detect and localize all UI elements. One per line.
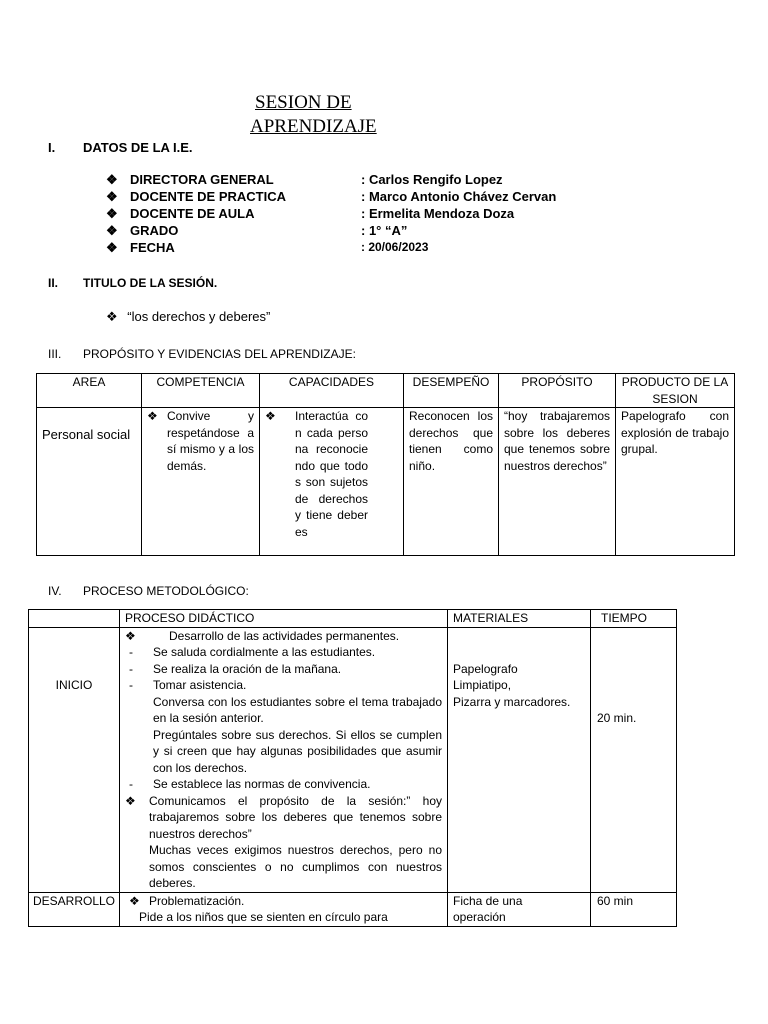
cell-desarrollo-tiempo: 60 min	[591, 892, 677, 926]
diamond-bullet-icon: ❖	[106, 172, 118, 187]
proceso-table	[28, 609, 677, 927]
diamond-bullet-icon: ❖	[147, 409, 158, 423]
th-capacidades: CAPACIDADES	[260, 374, 404, 408]
dash-bullet: -	[129, 661, 133, 676]
datos-row	[106, 188, 626, 205]
table-header-row	[29, 610, 677, 628]
cell-desempeno: Reconocen los derechos que tienen como niño.	[404, 408, 499, 556]
cell-inicio-tiempo: 20 min.	[591, 627, 677, 892]
datos-value: : 20/06/2023	[361, 240, 429, 254]
material-item: Pizarra y marcadores.	[453, 694, 571, 709]
th-etapa	[29, 610, 120, 628]
diamond-bullet-icon: ❖	[106, 189, 118, 204]
inicio-dash2: Se establece las normas de convivencia.	[153, 777, 371, 791]
diamond-bullet-icon: ❖	[265, 409, 276, 423]
th-proposito: PROPÓSITO	[499, 374, 616, 408]
cell-capacidades	[260, 408, 404, 556]
th-proceso: PROCESO DIDÁCTICO	[120, 610, 448, 628]
cell-competencia	[142, 408, 260, 556]
datos-value: : Marco Antonio Chávez Cervan	[361, 189, 557, 204]
material-item: Papelografo	[453, 661, 518, 676]
datos-label: DOCENTE DE AULA	[130, 206, 255, 221]
diamond-bullet-icon: ❖	[106, 240, 118, 255]
cell-proposito: “hoy trabajaremos sobre los deberes que tenemos sobre nuestros derechos”	[499, 408, 616, 556]
sec1-num: I.	[48, 140, 56, 155]
sec3-title: PROPÓSITO Y EVIDENCIAS DEL APRENDIZAJE:	[83, 347, 356, 361]
sec2-title: TITULO DE LA SESIÓN.	[83, 276, 218, 290]
sec2-item-text: “los derechos y deberes”	[127, 309, 271, 324]
inicio-p3: Muchas veces exigimos nuestros derechos, pero no somos conscientes o no cumplimos con nuestros deberes.	[149, 843, 442, 890]
th-competencia: COMPETENCIA	[142, 374, 260, 408]
cell-area: Personal social	[37, 408, 142, 556]
sec2-item	[106, 309, 270, 325]
inicio-dash-item: Se saluda cordialmente a las estudiantes.	[153, 645, 376, 659]
inicio-p2: Pregúntales sobre sus derechos. Si ellos se cumplen y si creen que hay algunas posibilidades que asumir con los derechos.	[153, 727, 442, 775]
sec4-title: PROCESO METODOLÓGICO:	[83, 584, 249, 598]
competencia-text: Convive y respetándose a sí mismo y a los demás.	[167, 409, 254, 473]
cell-inicio-label: INICIO	[29, 627, 120, 892]
desarrollo-head: Problematización.	[149, 893, 245, 908]
desarrollo-text: Pide a los niños que se sienten en círculo para	[139, 910, 388, 924]
title-line1: SESION DE	[255, 92, 352, 113]
inicio-dash-item: Se realiza la oración de la mañana.	[153, 661, 342, 676]
table-row-inicio	[29, 627, 677, 892]
datos-label: DIRECTORA GENERAL	[130, 172, 274, 187]
th-area: AREA	[37, 374, 142, 408]
cell-desarrollo-materiales: Ficha de una operación	[448, 892, 591, 926]
proposito-table	[36, 373, 735, 556]
title-line2: APRENDIZAJE	[250, 116, 377, 137]
datos-row	[106, 205, 626, 222]
diamond-bullet-icon: ❖	[106, 206, 118, 221]
datos-label: GRADO	[130, 223, 179, 238]
th-tiempo: TIEMPO	[591, 610, 677, 628]
datos-row	[106, 171, 626, 188]
sec4-num: IV.	[48, 584, 62, 598]
inicio-head: Desarrollo de las actividades permanentes.	[169, 628, 400, 643]
table-header-row	[37, 374, 735, 408]
datos-value: : 1° “A”	[361, 223, 408, 238]
sec3-num: III.	[48, 347, 62, 361]
material-item: Limpiatipo,	[453, 678, 512, 692]
diamond-bullet-icon: ❖	[106, 309, 118, 324]
inicio-prop: Comunicamos el propósito de la sesión:” hoy trabajaremos sobre los deberes que tenemos sobre nuestros derechos”	[149, 793, 442, 841]
datos-label: FECHA	[130, 240, 175, 255]
dash-bullet: -	[129, 645, 133, 659]
diamond-bullet-icon: ❖	[106, 223, 118, 238]
sec1-title: DATOS DE LA I.E.	[83, 140, 193, 155]
datos-label: DOCENTE DE PRACTICA	[130, 189, 287, 204]
cell-desarrollo-proceso	[120, 892, 448, 926]
th-desempeno: DESEMPEÑO	[404, 374, 499, 408]
table-row-desarrollo	[29, 892, 677, 926]
dash-bullet: -	[129, 777, 133, 791]
inicio-dash-item: Tomar asistencia.	[153, 678, 247, 692]
diamond-bullet-icon: ❖	[125, 793, 136, 808]
cell-inicio-materiales	[448, 627, 591, 892]
cell-desarrollo-label: DESARROLLO	[29, 892, 120, 926]
datos-value: : Ermelita Mendoza Doza	[361, 206, 515, 221]
cell-inicio-proceso	[120, 627, 448, 892]
diamond-bullet-icon: ❖	[125, 628, 136, 643]
datos-list	[106, 171, 626, 256]
datos-row	[106, 222, 626, 239]
table-row	[37, 408, 735, 556]
datos-value: : Carlos Rengifo Lopez	[361, 172, 503, 187]
th-materiales: MATERIALES	[448, 610, 591, 628]
th-producto: PRODUCTO DE LA SESION	[616, 374, 735, 408]
inicio-p1: Conversa con los estudiantes sobre el tema trabajado en la sesión anterior.	[153, 694, 442, 725]
cell-producto: Papelografo con explosión de trabajo grupal.	[616, 408, 735, 556]
sec2-num: II.	[48, 276, 59, 290]
dash-bullet: -	[129, 678, 133, 692]
capacidades-text: Interactúa con cada persona reconociendo que todos son sujetos de derechos y tiene deberes	[295, 409, 368, 539]
diamond-bullet-icon: ❖	[129, 893, 140, 908]
datos-row	[106, 239, 626, 256]
